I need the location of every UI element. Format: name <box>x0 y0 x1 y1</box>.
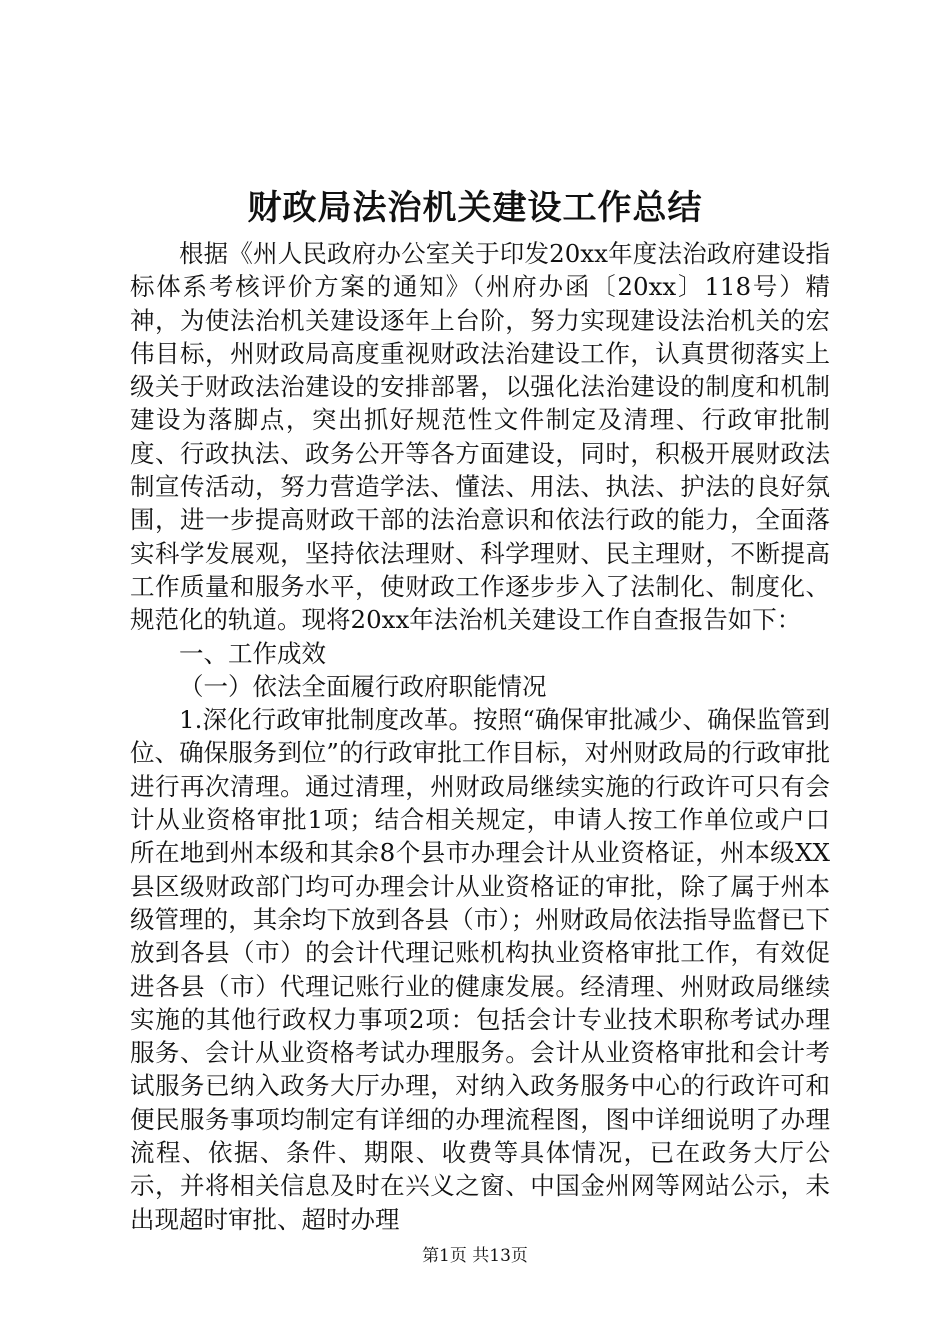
paragraph-intro: 根据《州人民政府办公室关于印发20xx年度法治政府建设指标体系考核评价方案的通知》（州府办函〔20xx〕118号）精神，为使法治机关建设逐年上台阶，努力实现建设法治机关的宏伟目标，州财政局高度重视财政法治建设工作，认真贯彻落实上级关于财政法治建设的安排部署，以强化法治建设的制度和机制建设为落脚点，突出抓好规范性文件制定及清理、行政审批制度、行政执法、政务公开等各方面建设，同时，积极开展财政法制宣传活动，努力营造学法、懂法、用法、执法、护法的良好氛围，进一步提高财政干部的法治意识和依法行政的能力，全面落实科学发展观，坚持依法理财、科学理财、民主理财，不断提高工作质量和服务水平，使财政工作逐步步入了法制化、制度化、规范化的轨道。现将20xx年法治机关建设工作自查报告如下： <box>130 239 830 635</box>
subsection-heading: （一）依法全面履行政府职能情况 <box>179 671 547 701</box>
section-heading: 一、工作成效 <box>179 638 326 668</box>
paragraph-item-1: 1.深化行政审批制度改革。按照“确保审批减少、确保监管到位、确保服务到位”的行政审批工作目标，对州财政局的行政审批进行再次清理。通过清理，州财政局继续实施的行政许可只有会计从业资格审批1项；结合相关规定，申请人按工作单位或户口所在地到州本级和其余8个县市办理会计从业资格证，州本级XX县区级财政部门均可办理会计从业资格证的审批，除了属于州本级管理的，其余均下放到各县（市）；州财政局依法指导监督已下放到各县（市）的会计代理记账机构执业资格审批工作，有效促进各县（市）代理记账行业的健康发展。经清理、州财政局继续实施的其他行政权力事项2项：包括会计专业技术职称考试办理服务、会计从业资格考试办理服务。会计从业资格审批和会计考试服务已纳入政务大厅办理，对纳入政务服务中心的行政许可和便民服务事项均制定有详细的办理流程图，图中详细说明了办理流程、依据、条件、期限、收费等具体情况，已在政务大厅公示，并将相关信息及时在兴义之窗、中国金州网等网站公示，未出现超时审批、超时办理 <box>130 705 830 1234</box>
document-title: 财政局法治机关建设工作总结 <box>247 188 703 228</box>
page-number: 第1页 共13页 <box>422 1246 528 1266</box>
document-body <box>130 237 830 1236</box>
